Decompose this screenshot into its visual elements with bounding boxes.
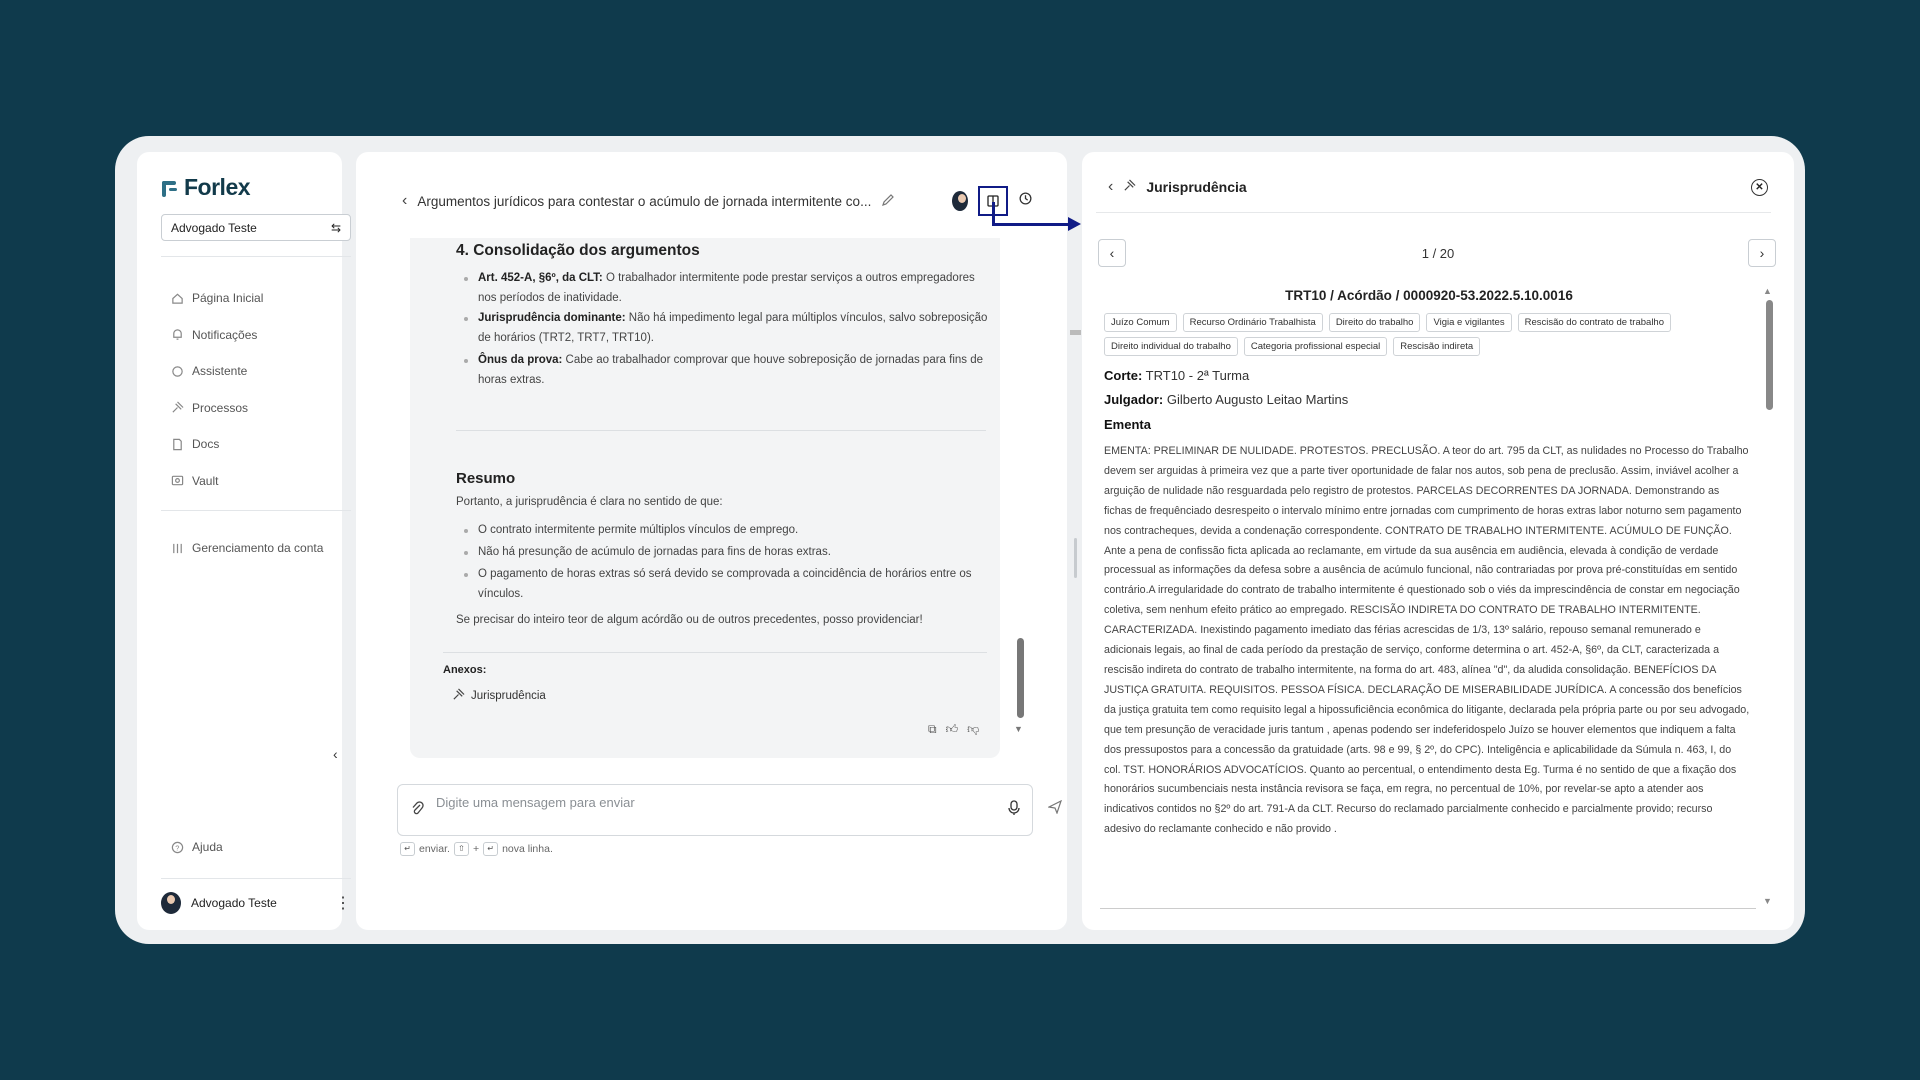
- attachment-link[interactable]: [452, 688, 546, 704]
- edit-icon[interactable]: [881, 193, 895, 210]
- thumbs-up-icon[interactable]: 👍︎: [945, 722, 959, 736]
- keyboard-hint: [400, 842, 553, 856]
- collapse-sidebar-icon[interactable]: ‹: [333, 746, 338, 762]
- profile-select[interactable]: [161, 214, 351, 241]
- scroll-indicator: [1070, 330, 1081, 335]
- hint-send: enviar.: [419, 843, 450, 855]
- message-composer[interactable]: [397, 784, 1033, 836]
- hint-newline: nova linha.: [502, 843, 553, 855]
- main-nav: [170, 280, 263, 499]
- divider: [456, 430, 986, 431]
- copy-icon[interactable]: ⧉: [928, 722, 937, 736]
- divider: [161, 510, 351, 511]
- tag: Rescisão indireta: [1393, 337, 1480, 356]
- sidebar: [137, 152, 351, 930]
- back-icon[interactable]: ‹: [1108, 178, 1114, 195]
- next-page-button[interactable]: [1748, 239, 1776, 267]
- tag: Juízo Comum: [1104, 313, 1177, 332]
- divider: [443, 652, 987, 653]
- chat-header: [402, 192, 1032, 210]
- nav-item-label: Gerenciamento da conta: [192, 541, 324, 556]
- list-item: O pagamento de horas extras só será devido se comprovada a coincidência de horários entre os vínculos.: [478, 564, 988, 604]
- nav-item-notifications[interactable]: [170, 317, 263, 354]
- sliders-icon: [170, 541, 184, 555]
- brand-name: Forlex: [184, 174, 251, 200]
- list-item: Ônus da prova: Cabe ao trabalhador comprovar que houve sobreposição de jornadas para fins de horas extras.: [478, 350, 988, 390]
- nav-item-label: Assistente: [192, 364, 248, 379]
- panel-title: Jurisprudência: [1146, 179, 1247, 195]
- scroll-down-icon[interactable]: ▼: [1763, 896, 1772, 906]
- swap-icon: ⇆: [330, 220, 341, 235]
- attachments-label: Anexos:: [443, 664, 487, 676]
- feedback-actions: [928, 722, 979, 737]
- summary-title: Resumo: [456, 470, 516, 487]
- nav-item-home[interactable]: [170, 280, 263, 317]
- gavel-icon: [1123, 179, 1136, 195]
- gavel-icon: [452, 688, 465, 704]
- tag: Direito do trabalho: [1329, 313, 1421, 332]
- forlex-logo-icon: [162, 179, 178, 197]
- chevron-right-icon: ›: [1759, 245, 1765, 261]
- section-title: 4. Consolidação dos argumentos: [456, 242, 700, 259]
- assistant-avatar-icon[interactable]: [952, 191, 968, 211]
- ementa-label: Ementa: [1104, 417, 1151, 432]
- user-profile[interactable]: [161, 892, 351, 914]
- nav-item-vault[interactable]: [170, 463, 263, 500]
- bell-icon: [170, 328, 184, 342]
- annotation-arrow: [992, 223, 1072, 226]
- divider: [1100, 908, 1756, 909]
- scroll-up-icon[interactable]: ▲: [1763, 286, 1772, 296]
- nav-item-label: Notificações: [192, 327, 258, 342]
- tag-list: [1098, 313, 1760, 356]
- court: Corte: TRT10 - 2ª Turma: [1104, 368, 1250, 383]
- tag: Direito individual do trabalho: [1104, 337, 1238, 356]
- scrollbar[interactable]: [1017, 638, 1024, 718]
- vault-icon: [170, 474, 184, 488]
- shift-key-icon: ⇧: [454, 842, 469, 856]
- nav-item-label: Página Inicial: [192, 291, 264, 306]
- ementa-text: EMENTA: PRELIMINAR DE NULIDADE. PROTESTOS. PRECLUSÃO. A teor do art. 795 da CLT, as nulidades no Processo do Trabalho devem ser arguidas à primeira vez que a parte tiver oportunidade de falar nos autos, sob pena de preclusão. Assim, inviável acolher a arguição de nulidade não resguardada pelo registro de protestos. PARCELAS DECORRENTES DA JORNADA. Demonstrando as fichas de frequênciado desrespeito o intervalo mínimo entre jornadas com cumprimento de horas extras labor noturno sem pagamento nos contracheques, devida a condenação correspondente. CONTRATO DE TRABALHO INTERMITENTE. ACÚMULO DE FUNÇÃO. Ante a pena de confissão ficta aplicada ao reclamante, em virtude da sua ausência em audiência, elevada à condição de verdade processual as informações da defesa sobre a ausência de acúmulo funcional, não contrariadas por prova pré-constituídas em sentido contrário.A irregularidade do contrato de trabalho intermitente é questionado sob o viés da imprescindência de constar em negociação coletiva, sem nenhum efeito prático ao empregado. RESCISÃO INDIRETA DO CONTRATO DE TRABALHO INTERMITENTE. CARACTERIZADA. Inexistindo pagamento imediato das férias acrescidas de 1/3, 13º salário, repouso semanal remunerado e adicionais legais, ao final de cada período da prestação de serviço, conforme determina o art. 452-A, §6º, da CLT, caracterizada a rescisão indireta do contrato de trabalho intermitente, na forma do art. 483, alínea "d", da aludida consolidação. BENEFÍCIOS DA JUSTIÇA GRATUITA. REQUISITOS. PESSOA FÍSICA. DECLARAÇÃO DE MISERABILIDADE JURÍDICA. A concessão dos benefícios da justiça gratuita tem como requisito legal a hipossuficiência econômica do litigante, declarada pela própria parte ou por seu advogado, que tem presunção de veracidade juris tantum , apenas podendo ser indeferidospelo Juízo se houver elementos que indiquem a falta dos pressupostos para a concessão da gratuidade (arts. 98 e 99, § 2º, do CPC). Inteligência e aplicabilidade da Súmula n. 463, I, do col. TST. HONORÁRIOS ADVOCATÍCIOS. Quanto ao percentual, o entendimento desta Eg. Turma é no sentido de que a fixação dos honorários sucumbenciais nesta instância revisora se faça, em regra, no percentual de 10%, por revelar-se apto a atender aos indicativos contidos no §2º do art. 791-A da CLT. Recurso do reclamado parcialmente conhecido e parcialmente provido; recurso adesivo do reclamante conhecido e não provido .: [1104, 445, 1750, 836]
- list-item: Art. 452-A, §6º, da CLT: O trabalhador intermitente pode prestar serviços a outros empregadores nos períodos de inatividade.: [478, 268, 988, 308]
- nav-item-docs[interactable]: [170, 426, 263, 463]
- hint-plus: +: [472, 843, 480, 855]
- more-options-icon[interactable]: ⋮: [335, 895, 351, 912]
- jurisprudence-panel: [1082, 152, 1794, 930]
- nav-item-account[interactable]: [170, 530, 323, 567]
- closing-text: Se precisar do inteiro teor de algum acórdão ou de outros precedentes, posso providenciar!: [456, 614, 923, 626]
- chat-panel: [356, 152, 1067, 930]
- nav-item-label: Docs: [192, 437, 220, 452]
- resize-handle[interactable]: [1074, 538, 1077, 578]
- arrow-head-icon: [1068, 217, 1081, 231]
- document-body: [1098, 286, 1760, 916]
- help-icon: [170, 840, 184, 854]
- help-link[interactable]: [170, 840, 223, 854]
- tag: Rescisão do contrato de trabalho: [1518, 313, 1671, 332]
- send-icon[interactable]: [1048, 800, 1062, 817]
- list-item: O contrato intermitente permite múltiplos vínculos de emprego.: [478, 520, 988, 540]
- scroll-down-icon[interactable]: ▼: [1014, 724, 1023, 734]
- nav-item-label: Vault: [192, 473, 219, 488]
- app-frame: [115, 136, 1805, 944]
- nav-item-processes[interactable]: [170, 390, 263, 427]
- help-label: Ajuda: [192, 840, 223, 854]
- tag: Recurso Ordinário Trabalhista: [1183, 313, 1323, 332]
- attach-icon[interactable]: [410, 800, 424, 821]
- enter-key-icon: ↵: [400, 842, 415, 856]
- chat-icon: [170, 364, 184, 378]
- divider: [161, 878, 351, 879]
- nav-item-label: Processos: [192, 400, 249, 415]
- divider: [161, 256, 351, 257]
- divider: [1096, 212, 1771, 213]
- gavel-icon: [170, 401, 184, 415]
- list-item: Não há presunção de acúmulo de jornadas para fins de horas extras.: [478, 542, 988, 562]
- assistant-message: [410, 238, 1023, 758]
- summary-intro: Portanto, a jurisprudência é clara no sentido de que:: [456, 496, 723, 508]
- avatar: [161, 892, 181, 914]
- nav-item-assistant[interactable]: [170, 353, 263, 390]
- pager: 1 / 20: [1421, 246, 1455, 261]
- judge: Julgador: Gilberto Augusto Leitao Martins: [1104, 392, 1349, 407]
- profile-select-label: Advogado Teste: [171, 220, 257, 235]
- list-item: Jurisprudência dominante: Não há impedimento legal para múltiplos vínculos, salvo sobreposição de horários (TRT2, TRT7, TRT10).: [478, 308, 988, 348]
- back-icon[interactable]: ‹: [402, 192, 408, 209]
- chat-title: Argumentos jurídicos para contestar o acúmulo de jornada intermitente co...: [417, 193, 872, 209]
- thumbs-down-icon[interactable]: 👎︎: [967, 722, 980, 736]
- home-icon: [170, 291, 184, 305]
- case-title: TRT10 / Acórdão / 0000920-53.2022.5.10.0016: [1285, 288, 1573, 303]
- logo: [162, 174, 250, 201]
- tag: Vigia e vigilantes: [1426, 313, 1511, 332]
- attachment-label: Jurisprudência: [471, 690, 546, 702]
- user-name: Advogado Teste: [191, 896, 277, 910]
- message-input[interactable]: Digite uma mensagem para enviar: [436, 795, 635, 810]
- panel-header: [1108, 178, 1768, 196]
- enter-key-icon: ↵: [483, 842, 498, 856]
- scrollbar[interactable]: [1766, 300, 1773, 410]
- chevron-left-icon: ‹: [1109, 245, 1115, 261]
- tag: Categoria profissional especial: [1244, 337, 1387, 356]
- svg-text:?: ?: [174, 842, 179, 852]
- microphone-icon[interactable]: [1008, 800, 1020, 821]
- close-icon[interactable]: ✕: [1751, 179, 1768, 196]
- document-icon: [170, 437, 184, 451]
- history-icon[interactable]: [1018, 191, 1033, 211]
